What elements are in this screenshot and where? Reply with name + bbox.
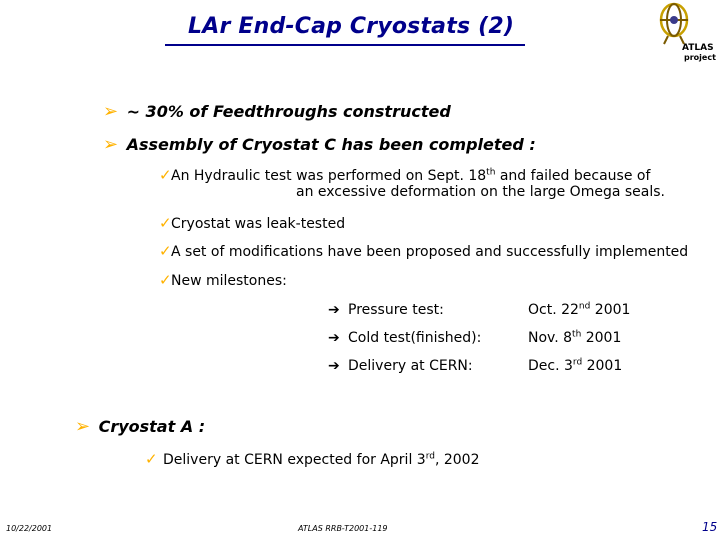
- list-item-cryostat-a-delivery: ✓ Delivery at CERN expected for April 3rd, 2002: [145, 450, 480, 468]
- milestone-cold-label: ➔ Cold test(finished):: [328, 330, 482, 346]
- svg-text:ATLAS: ATLAS: [682, 43, 714, 53]
- checkmark-icon: ✓: [159, 166, 172, 184]
- right-arrow-icon: ➔: [328, 358, 340, 374]
- checkmark-icon: ✓: [159, 271, 172, 289]
- page-title: LAr End-Cap Cryostats (2): [188, 14, 515, 39]
- right-arrow-icon: ➔: [328, 330, 340, 346]
- title-underline: [165, 44, 525, 46]
- list-item-modifications: ✓A set of modifications have been proposed and successfully implemented: [159, 242, 689, 260]
- page-number: 15: [702, 520, 718, 534]
- milestone-cold-date: Nov. 8th 2001: [528, 329, 622, 346]
- footer-reference: ATLAS RRB-T2001-119: [298, 524, 388, 533]
- checkmark-icon: ✓: [159, 214, 172, 232]
- milestone-delivery-date: Dec. 3rd 2001: [528, 357, 623, 374]
- arrow-bullet-icon: ➢: [103, 101, 119, 122]
- list-item-hydraulic-test: ✓An Hydraulic test was performed on Sept. 18th and failed because of: [159, 166, 651, 184]
- bullet-cryostat-c: ➢ Assembly of Cryostat C has been completed :: [103, 134, 536, 155]
- list-item-hydraulic-test-line2: an excessive deformation on the large Omega seals.: [296, 184, 665, 200]
- arrow-bullet-icon: ➢: [103, 134, 119, 155]
- bullet-feedthroughs: ➢ ~ 30% of Feedthroughs constructed: [103, 101, 451, 122]
- svg-text:project: project: [684, 53, 716, 62]
- right-arrow-icon: ➔: [328, 302, 340, 318]
- checkmark-icon: ✓: [145, 450, 158, 468]
- milestone-delivery-label: ➔ Delivery at CERN:: [328, 358, 473, 374]
- bullet-cryostat-a: ➢ Cryostat A :: [75, 416, 206, 437]
- arrow-bullet-icon: ➢: [75, 416, 91, 437]
- atlas-logo: [650, 0, 716, 66]
- list-item-leak-tested: ✓Cryostat was leak-tested: [159, 214, 346, 232]
- checkmark-icon: ✓: [159, 242, 172, 260]
- milestone-pressure-label: ➔ Pressure test:: [328, 302, 444, 318]
- footer-date: 10/22/2001: [6, 524, 53, 533]
- milestone-pressure-date: Oct. 22nd 2001: [528, 301, 631, 318]
- list-item-milestones: ✓New milestones:: [159, 271, 287, 289]
